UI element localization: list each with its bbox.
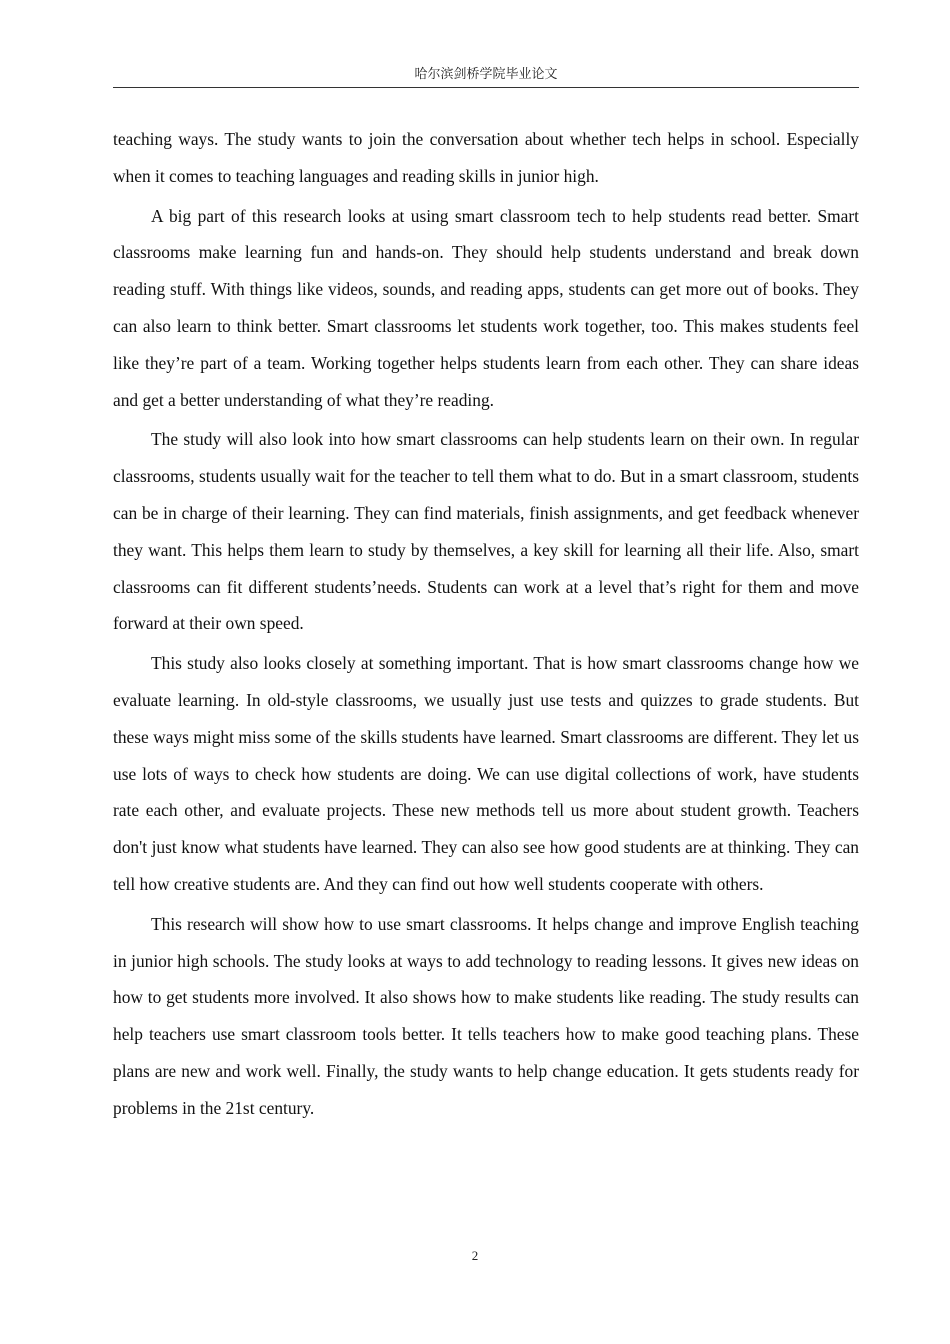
paragraph: A big part of this research looks at using smart classroom tech to help students read better. Smart classrooms make learning fun and hands-on. They should help students understand and break down reading stuff. With things like videos, sounds, and reading apps, students can get more out of books. They can also learn to think better. Smart classrooms let students work together, too. This makes students feel like they’re part of a team. Working together helps students learn from each other. They can share ideas and get a better understanding of what they’re reading.	[113, 205, 859, 410]
paragraph-continued: teaching ways. The study wants to join the conversation about whether tech helps in school. Especially when it comes to teaching languages and reading skills in junior high.	[113, 129, 859, 186]
paragraph: This research will show how to use smart classrooms. It helps change and improve English teaching in junior high schools. The study looks at ways to add technology to reading lessons. It gives new ideas on how to get students more involved. It also shows how to make students like reading. The study results can help teachers use smart classroom tools better. It tells teachers how to make good teaching plans. These plans are new and work well. Finally, the study wants to help change education. It gets students ready for problems in the 21st century.	[113, 913, 859, 1118]
paragraph: The study will also look into how smart classrooms can help students learn on their own. In regular classrooms, students usually wait for the teacher to tell them what to do. But in a smart classroom, students can be in charge of their learning. They can find materials, finish assignments, and get feedback whenever they want. This helps them learn to study by themselves, a key skill for learning all their life. Also, smart classrooms can fit different students’needs. Students can work at a level that’s right for them and move forward at their own speed.	[113, 429, 859, 634]
page-number: 2	[471, 1248, 479, 1263]
header-divider	[113, 87, 859, 88]
paragraph: This study also looks closely at something important. That is how smart classrooms change how we evaluate learning. In old-style classrooms, we usually just use tests and quizzes to grade students. But these ways might miss some of the skills students have learned. Smart classrooms are different. They let us use lots of ways to check how students are doing. We can use digital collections of work, have students rate each other, and evaluate projects. These new methods tell us more about student growth. Teachers don't just know what students have learned. They can also see how good students are at thinking. They can tell how creative students are. And they can find out how well students cooperate with others.	[113, 653, 859, 894]
page-header-title: 哈尔滨剑桥学院毕业论文	[414, 67, 558, 82]
body-text	[113, 121, 859, 1130]
